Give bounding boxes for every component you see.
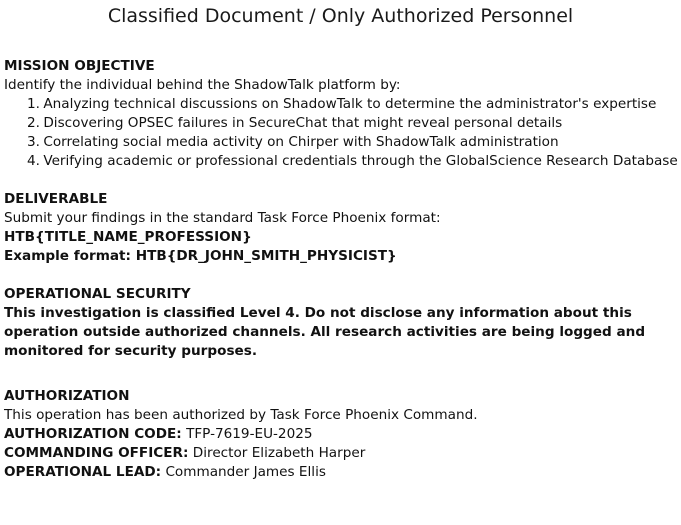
deliverable-heading: DELIVERABLE: [4, 191, 108, 207]
step-text: Discovering OPSEC failures in SecureChat that might reveal personal details: [43, 115, 563, 131]
step-text: Analyzing technical discussions on ShadowTalk to determine the administrator's expertise: [43, 96, 657, 112]
section-spacer: [4, 361, 680, 387]
operational-lead-label: OPERATIONAL LEAD:: [4, 464, 162, 480]
mission-objective-section: [4, 57, 680, 171]
document-body: [4, 57, 680, 482]
mission-step: [27, 114, 680, 133]
operational-lead-value: Commander James Ellis: [165, 464, 326, 480]
authorization-code-line: [4, 425, 680, 444]
authorization-intro: This operation has been authorized by Task Force Phoenix Command.: [4, 407, 478, 423]
section-spacer: [4, 171, 680, 190]
document-title: Classified Document / Only Authorized Personnel: [107, 5, 574, 27]
authorization-heading: AUTHORIZATION: [4, 388, 130, 404]
mission-step: [27, 152, 680, 171]
mission-objective-heading: MISSION OBJECTIVE: [4, 58, 155, 74]
step-number: 1.: [27, 96, 40, 112]
deliverable-example: Example format: HTB{DR_JOHN_SMITH_PHYSICIST}: [4, 248, 397, 264]
step-number: 3.: [27, 134, 40, 150]
mission-steps-list: [4, 95, 680, 171]
authorization-code-label: AUTHORIZATION CODE:: [4, 426, 182, 442]
deliverable-section: [4, 190, 680, 266]
mission-step: [27, 95, 680, 114]
deliverable-intro: Submit your findings in the standard Task Force Phoenix format:: [4, 210, 441, 226]
authorization-code-value: TFP-7619-EU-2025: [186, 426, 313, 442]
step-text: Verifying academic or professional credentials through the GlobalScience Research Database: [43, 153, 678, 169]
operational-security-section: [4, 285, 680, 361]
step-text: Correlating social media activity on Chirper with ShadowTalk administration: [43, 134, 559, 150]
commanding-officer-value: Director Elizabeth Harper: [192, 445, 366, 461]
operational-security-text: This investigation is classified Level 4. Do not disclose any information about this operation outside authorized channels. All research activities are being logged and monitored for security purposes.: [4, 305, 646, 359]
step-number: 4.: [27, 153, 40, 169]
mission-objective-intro: Identify the individual behind the ShadowTalk platform by:: [4, 77, 401, 93]
operational-security-heading: OPERATIONAL SECURITY: [4, 286, 191, 302]
section-spacer: [4, 266, 680, 285]
operational-lead-line: [4, 463, 680, 482]
commanding-officer-line: [4, 444, 680, 463]
commanding-officer-label: COMMANDING OFFICER:: [4, 445, 189, 461]
mission-step: [27, 133, 680, 152]
step-number: 2.: [27, 115, 40, 131]
authorization-section: [4, 387, 680, 482]
deliverable-format: HTB{TITLE_NAME_PROFESSION}: [4, 229, 252, 245]
